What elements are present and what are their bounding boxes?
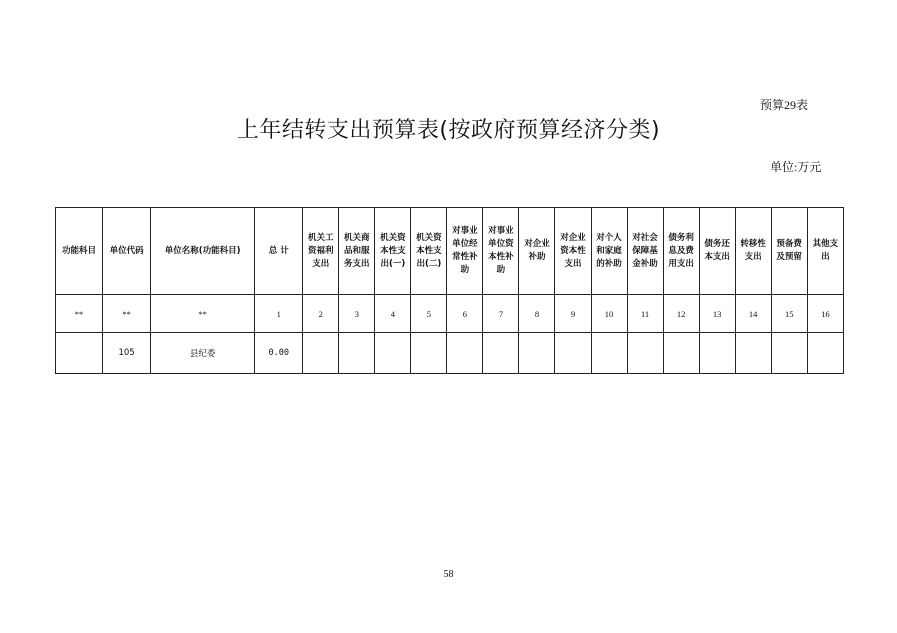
table-cell: 12 [663,295,699,333]
column-header: 债务利息及费用支出 [663,208,699,295]
table-cell [303,333,339,374]
table-cell [627,333,663,374]
table-cell: 2 [303,295,339,333]
table-cell [663,333,699,374]
column-header: 机关资本性支出(二) [411,208,447,295]
table-cell [375,333,411,374]
table-cell: 3 [339,295,375,333]
column-header: 单位代码 [103,208,151,295]
table-cell: 6 [447,295,483,333]
unit-label: 单位:万元 [770,160,822,174]
column-header: 预备费及预留 [771,208,807,295]
table-cell [771,333,807,374]
table-cell: ** [103,295,151,333]
column-header: 对企业补助 [519,208,555,295]
table-cell: 14 [735,295,771,333]
column-header: 对事业单位经常性补助 [447,208,483,295]
column-header: 对个人和家庭的补助 [591,208,627,295]
table-cell [411,333,447,374]
table-header-row [56,208,844,295]
column-header: 转移性支出 [735,208,771,295]
column-header: 机关工资福利支出 [303,208,339,295]
form-number: 预算29表 [760,98,809,112]
column-header: 其他支出 [807,208,843,295]
table-cell [735,333,771,374]
page-title: 上年结转支出预算表(按政府预算经济分类) [236,118,661,143]
column-header: 对社会保障基金补助 [627,208,663,295]
table-cell [56,333,103,374]
table-cell [699,333,735,374]
table-cell: ** [56,295,103,333]
table-cell [483,333,519,374]
table-cell [447,333,483,374]
table-cell: 9 [555,295,591,333]
page-number: 58 [443,569,454,580]
column-header: 对企业资本性支出 [555,208,591,295]
column-header: 机关商品和服务支出 [339,208,375,295]
table-cell [807,333,843,374]
table-cell [339,333,375,374]
table-cell: 县纪委 [151,333,255,374]
table-row [56,333,844,374]
table-cell: ** [151,295,255,333]
table-cell: 15 [771,295,807,333]
column-header: 功能科目 [56,208,103,295]
table-cell: 13 [699,295,735,333]
table-cell: 10 [591,295,627,333]
column-header: 单位名称(功能科目) [151,208,255,295]
column-header: 机关资本性支出(一) [375,208,411,295]
column-header: 对事业单位资本性补助 [483,208,519,295]
table-cell: 105 [103,333,151,374]
table-cell: 4 [375,295,411,333]
table-cell: 5 [411,295,447,333]
table-cell: 1 [255,295,303,333]
column-header: 总 计 [255,208,303,295]
table-cell: 16 [807,295,843,333]
table-cell [591,333,627,374]
budget-table [55,207,844,374]
column-index-row [56,295,844,333]
table-cell: 7 [483,295,519,333]
table-cell [555,333,591,374]
table-cell: 8 [519,295,555,333]
table-cell: 0.00 [255,333,303,374]
table-cell: 11 [627,295,663,333]
table-cell [519,333,555,374]
column-header: 债务还本支出 [699,208,735,295]
